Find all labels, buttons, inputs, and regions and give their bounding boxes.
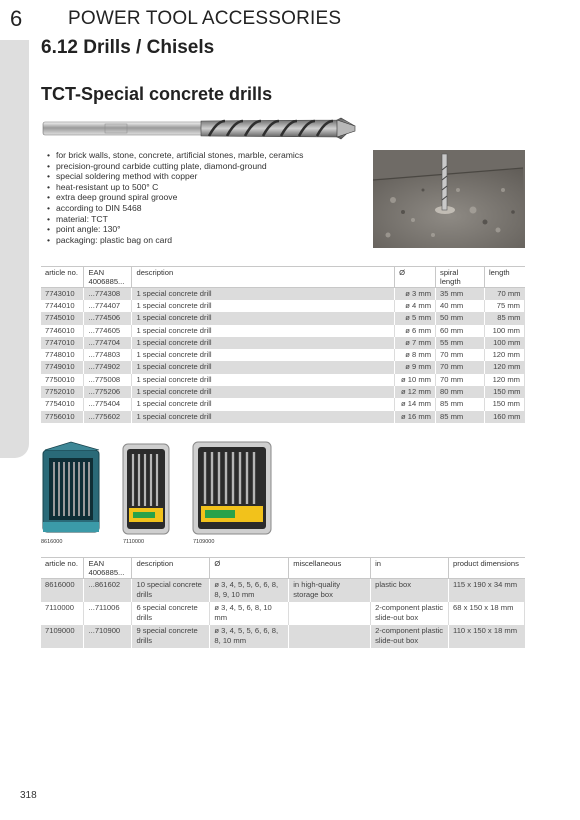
feature-item: • extra deep ground spiral groove — [47, 192, 303, 203]
cell-description: 1 special concrete drill — [132, 349, 395, 361]
cell-article: 7754010 — [41, 398, 84, 410]
cell-diameter: ø 4 mm — [395, 300, 436, 312]
storage-box-image — [43, 442, 99, 532]
cell-description: 1 special concrete drill — [132, 361, 395, 373]
drill-sets-image — [41, 440, 281, 536]
drill-bit-image — [41, 116, 359, 142]
image-label: 7109000 — [193, 539, 215, 545]
table-row — [41, 361, 525, 373]
cell-article: 7748010 — [41, 349, 84, 361]
feature-item: • precision-ground carbide cutting plate, diamond-ground — [47, 161, 303, 172]
cell-spiral-length: 60 mm — [436, 325, 485, 337]
cell-product-dimensions: 115 x 190 x 34 mm — [453, 580, 518, 589]
feature-item: • special soldering method with copper — [47, 171, 303, 182]
cell-article: 7750010 — [41, 374, 84, 386]
col-header-article: article no. — [41, 267, 84, 288]
cell-description: 1 special concrete drill — [132, 288, 395, 301]
cell-length: 70 mm — [497, 289, 521, 298]
cell-spiral-length: 40 mm — [436, 300, 485, 312]
concrete-drilling-photo — [373, 150, 525, 248]
cell-ean: ...774605 — [84, 325, 132, 337]
cell-description: 1 special concrete drill — [132, 411, 395, 423]
cell-diameter: ø 6 mm — [395, 325, 436, 337]
chapter-side-tab — [0, 40, 29, 458]
cell-ean: ...774407 — [84, 300, 132, 312]
drill-sets-table — [41, 557, 525, 648]
table-row — [41, 288, 525, 301]
feature-list — [47, 150, 303, 245]
col-header-ean: EAN 4006885... — [84, 267, 132, 288]
cell-article: 7745010 — [41, 312, 84, 324]
table-row — [41, 349, 525, 361]
col-header-length: length — [484, 267, 524, 288]
cell-ean: ...861602 — [84, 579, 132, 602]
cell-in: plastic box — [371, 579, 449, 602]
cell-length: 150 mm — [493, 387, 521, 397]
cell-length: 120 mm — [484, 374, 524, 386]
cell-article: 7743010 — [41, 288, 84, 301]
col-header-diameter: Ø — [395, 267, 436, 288]
cell-diameter: ø 14 mm — [395, 398, 436, 410]
cell-product-dimensions: 110 x 150 x 18 mm — [453, 625, 518, 635]
cell-ean: ...774506 — [84, 312, 132, 324]
col-header-diameter: Ø — [210, 558, 289, 579]
cell-description: 10 special concrete drills — [132, 579, 210, 602]
cell-spiral-length: 70 mm — [436, 374, 485, 386]
table-row — [41, 625, 525, 648]
cell-ean: ...774803 — [84, 349, 132, 361]
image-label: 7110000 — [123, 539, 145, 545]
table-row — [41, 337, 525, 349]
feature-item: • heat-resistant up to 500° C — [47, 182, 303, 193]
slide-out-box-9-image — [193, 442, 271, 534]
cell-ean: ...774704 — [84, 337, 132, 349]
table-row — [41, 411, 525, 423]
cell-length: 120 mm — [493, 362, 521, 372]
cell-miscellaneous — [289, 625, 371, 648]
table-row — [41, 325, 525, 337]
cell-description: 1 special concrete drill — [132, 300, 395, 312]
section-title: 6.12 Drills / Chisels — [41, 37, 215, 58]
cell-description: 1 special concrete drill — [132, 325, 395, 337]
cell-description: 1 special concrete drill — [132, 374, 395, 386]
table-row — [41, 579, 525, 602]
col-header-ean: EAN 4006885... — [84, 558, 132, 579]
cell-ean: ...775602 — [84, 411, 132, 423]
cell-diameter: ø 7 mm — [395, 337, 436, 349]
page-number: 318 — [20, 790, 37, 801]
col-header-article: article no. — [41, 558, 84, 579]
cell-description: 1 special concrete drill — [132, 337, 395, 349]
cell-miscellaneous — [289, 602, 371, 625]
cell-spiral-length: 50 mm — [436, 312, 485, 324]
cell-diameter: ø 3 mm — [395, 288, 436, 301]
cell-product-dimensions: 68 x 150 x 18 mm — [449, 602, 525, 625]
cell-spiral-length: 35 mm — [436, 288, 485, 301]
cell-spiral-length: 70 mm — [436, 361, 485, 373]
cell-length: 75 mm — [484, 300, 524, 312]
feature-item: • point angle: 130° — [47, 224, 303, 235]
cell-article: 7749010 — [41, 361, 84, 373]
cell-diameter: ø 10 mm — [395, 374, 436, 386]
cell-article: 7110000 — [41, 602, 84, 625]
cell-article: 7109000 — [41, 625, 84, 648]
cell-diameter: ø 8 mm — [395, 349, 436, 361]
cell-length: 85 mm — [497, 313, 521, 323]
cell-diameter: ø 3, 4, 5, 6, 8, 10 mm — [210, 602, 289, 625]
image-label: 8616000 — [41, 539, 63, 545]
cell-description: 6 special concrete drills — [132, 602, 210, 625]
cell-spiral-length: 70 mm — [436, 349, 485, 361]
cell-length: 150 mm — [484, 398, 524, 410]
chapter-title: POWER TOOL ACCESSORIES — [68, 8, 342, 29]
chapter-number: 6 — [10, 6, 23, 31]
cell-description: 1 special concrete drill — [132, 386, 395, 398]
cell-in: 2-component plastic slide-out box — [371, 625, 449, 648]
feature-item: • material: TCT — [47, 214, 303, 225]
col-header-in: in — [371, 558, 449, 579]
cell-ean: ...710900 — [84, 625, 132, 648]
cell-miscellaneous: in high-quality storage box — [289, 579, 371, 602]
cell-ean: ...775206 — [84, 386, 132, 398]
table-row — [41, 386, 525, 398]
cell-diameter: ø 5 mm — [395, 312, 436, 324]
table-row — [41, 374, 525, 386]
feature-item: • packaging: plastic bag on card — [47, 235, 303, 246]
cell-article: 7744010 — [41, 300, 84, 312]
drills-table — [41, 266, 525, 423]
cell-article: 7752010 — [41, 386, 84, 398]
cell-diameter: ø 3, 4, 5, 5, 6, 6, 8, 8, 9, 10 mm — [210, 579, 289, 602]
cell-ean: ...775404 — [84, 398, 132, 410]
table-row — [41, 602, 525, 625]
cell-diameter: ø 12 mm — [395, 386, 436, 398]
cell-length: 160 mm — [493, 411, 521, 421]
col-header-miscellaneous: miscellaneous — [289, 558, 371, 579]
cell-diameter: ø 9 mm — [395, 361, 436, 373]
cell-in: 2-component plastic slide-out box — [371, 602, 449, 625]
cell-spiral-length: 80 mm — [436, 386, 485, 398]
cell-length: 100 mm — [484, 325, 524, 337]
cell-spiral-length: 85 mm — [436, 398, 485, 410]
cell-article: 7746010 — [41, 325, 84, 337]
slide-out-box-6-image — [123, 444, 169, 534]
cell-description: 1 special concrete drill — [132, 398, 395, 410]
table-row — [41, 300, 525, 312]
cell-ean: ...711006 — [84, 602, 132, 625]
cell-diameter: ø 3, 4, 5, 5, 6, 6, 8, 8, 10 mm — [210, 625, 289, 648]
feature-item: • for brick walls, stone, concrete, artificial stones, marble, ceramics — [47, 150, 303, 161]
cell-article: 7747010 — [41, 337, 84, 349]
cell-ean: ...774902 — [84, 361, 132, 373]
cell-length: 120 mm — [484, 349, 524, 361]
cell-diameter: ø 16 mm — [395, 411, 436, 423]
table-row — [41, 312, 525, 324]
cell-length: 100 mm — [493, 337, 521, 347]
col-header-description: description — [132, 267, 395, 288]
cell-ean: ...775008 — [84, 374, 132, 386]
col-header-description: description — [132, 558, 210, 579]
cell-article: 7756010 — [41, 411, 84, 423]
cell-spiral-length: 55 mm — [436, 337, 485, 349]
product-title: TCT-Special concrete drills — [41, 84, 273, 104]
col-header-spiral-length: spiral length — [436, 267, 485, 288]
cell-description: 9 special concrete drills — [132, 625, 210, 648]
feature-item: • according to DIN 5468 — [47, 203, 303, 214]
col-header-product-dimensions: product dimensions — [449, 558, 525, 579]
cell-article: 8616000 — [41, 579, 84, 602]
cell-ean: ...774308 — [84, 288, 132, 301]
table-row — [41, 398, 525, 410]
cell-description: 1 special concrete drill — [132, 312, 395, 324]
cell-spiral-length: 85 mm — [436, 411, 485, 423]
